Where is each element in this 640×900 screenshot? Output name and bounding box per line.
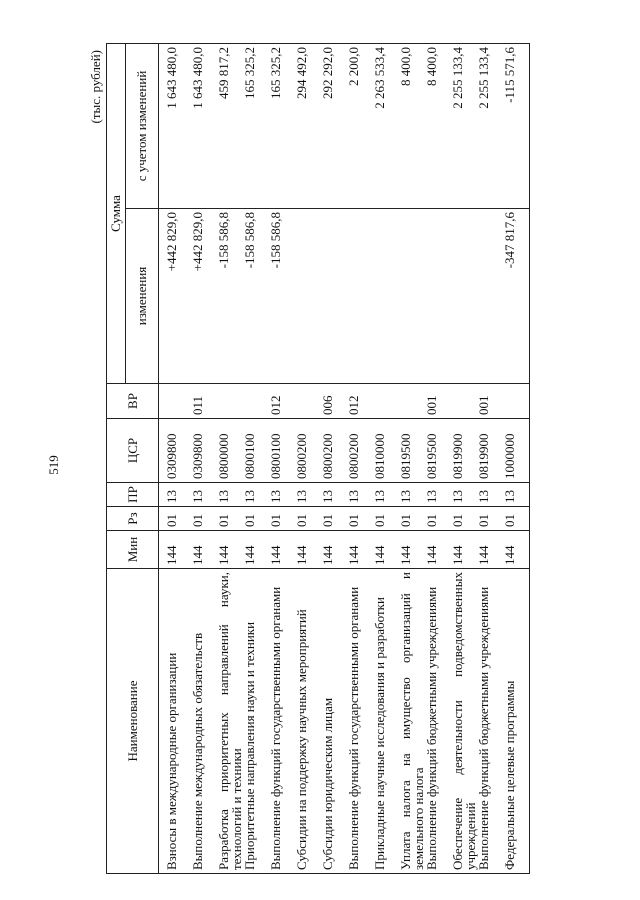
cell-min: 144 — [191, 531, 217, 569]
cell-csr: 0810000 — [373, 419, 399, 483]
cell-name: Уплата налога на имущество организаций и земельного налога — [399, 569, 425, 874]
cell-csr: 0309800 — [191, 419, 217, 483]
cell-min: 144 — [269, 531, 295, 569]
cell-csr: 1000000 — [503, 419, 530, 483]
cell-pr: 13 — [191, 483, 217, 507]
cell-csr: 0819500 — [399, 419, 425, 483]
cell-rz: 01 — [451, 507, 477, 531]
header-with-change: с учетом изменений — [126, 44, 159, 209]
cell-vr — [399, 384, 425, 419]
cell-change — [347, 209, 373, 384]
cell-name: Разработка приоритетных направлений науки, технологий и техники — [217, 569, 243, 874]
cell-total: 459 817,2 — [217, 44, 243, 209]
cell-vr: 006 — [321, 384, 347, 419]
cell-pr: 13 — [295, 483, 321, 507]
cell-rz: 01 — [321, 507, 347, 531]
cell-min: 144 — [477, 531, 503, 569]
cell-name: Выполнение функций государственными органами — [347, 569, 373, 874]
cell-rz: 01 — [425, 507, 451, 531]
cell-vr: 001 — [425, 384, 451, 419]
cell-min: 144 — [425, 531, 451, 569]
cell-pr: 13 — [425, 483, 451, 507]
cell-min: 144 — [503, 531, 530, 569]
cell-name: Выполнение функций бюджетными учреждениями — [477, 569, 503, 874]
cell-change — [477, 209, 503, 384]
cell-csr: 0819900 — [451, 419, 477, 483]
cell-total: 2 255 133,4 — [451, 44, 477, 209]
cell-name: Выполнение функций бюджетными учреждениями — [425, 569, 451, 874]
cell-rz: 01 — [295, 507, 321, 531]
table-row — [399, 44, 425, 874]
cell-total: 2 255 133,4 — [477, 44, 503, 209]
table-row — [477, 44, 503, 874]
header-row-top — [107, 44, 126, 874]
units-label: (тыс. рублей) — [88, 50, 103, 124]
cell-vr — [243, 384, 269, 419]
budget-table — [106, 43, 530, 874]
cell-csr: 0800200 — [321, 419, 347, 483]
cell-csr: 0800100 — [243, 419, 269, 483]
cell-vr: 012 — [269, 384, 295, 419]
header-min: Мин — [107, 531, 159, 569]
cell-pr: 13 — [159, 483, 192, 507]
cell-total: 2 200,0 — [347, 44, 373, 209]
cell-name: Федеральные целевые программы — [503, 569, 530, 874]
cell-change — [399, 209, 425, 384]
cell-csr: 0800100 — [269, 419, 295, 483]
cell-min: 144 — [159, 531, 192, 569]
cell-total: 2 263 533,4 — [373, 44, 399, 209]
header-pr: ПР — [107, 483, 159, 507]
cell-csr: 0819500 — [425, 419, 451, 483]
cell-name: Взносы в международные организации — [159, 569, 192, 874]
table-row — [347, 44, 373, 874]
cell-pr: 13 — [269, 483, 295, 507]
cell-change — [425, 209, 451, 384]
table-row — [321, 44, 347, 874]
cell-rz: 01 — [243, 507, 269, 531]
table-row — [425, 44, 451, 874]
cell-change: -347 817,6 — [503, 209, 530, 384]
cell-vr — [503, 384, 530, 419]
cell-change — [295, 209, 321, 384]
cell-vr — [159, 384, 192, 419]
cell-min: 144 — [243, 531, 269, 569]
cell-vr — [373, 384, 399, 419]
cell-csr: 0309800 — [159, 419, 192, 483]
header-name: Наименование — [107, 569, 159, 874]
cell-min: 144 — [451, 531, 477, 569]
cell-name: Прикладные научные исследования и разработки — [373, 569, 399, 874]
cell-min: 144 — [295, 531, 321, 569]
cell-name: Обеспечение деятельности подведомственных учреждений — [451, 569, 477, 874]
cell-name: Субсидии юридическим лицам — [321, 569, 347, 874]
header-csr: ЦСР — [107, 419, 159, 483]
cell-total: 8 400,0 — [399, 44, 425, 209]
page-number: 519 — [46, 455, 61, 475]
cell-pr: 13 — [399, 483, 425, 507]
cell-pr: 13 — [477, 483, 503, 507]
cell-pr: 13 — [321, 483, 347, 507]
cell-name: Субсидии на поддержку научных мероприятий — [295, 569, 321, 874]
cell-change: -158 586,8 — [269, 209, 295, 384]
cell-pr: 13 — [243, 483, 269, 507]
cell-pr: 13 — [217, 483, 243, 507]
cell-min: 144 — [399, 531, 425, 569]
table-row — [159, 44, 192, 874]
table-row — [503, 44, 530, 874]
table-body — [159, 44, 530, 874]
header-rz: Рз — [107, 507, 159, 531]
rotated-table-block — [90, 44, 560, 874]
cell-total: 165 325,2 — [243, 44, 269, 209]
cell-min: 144 — [373, 531, 399, 569]
table-row — [373, 44, 399, 874]
cell-change — [451, 209, 477, 384]
cell-csr: 0800000 — [217, 419, 243, 483]
cell-vr: 012 — [347, 384, 373, 419]
cell-name: Приоритетные направления науки и техники — [243, 569, 269, 874]
cell-min: 144 — [321, 531, 347, 569]
cell-total: -115 571,6 — [503, 44, 530, 209]
header-vr: ВР — [107, 384, 159, 419]
cell-pr: 13 — [451, 483, 477, 507]
table-row — [217, 44, 243, 874]
cell-rz: 01 — [159, 507, 192, 531]
cell-total: 165 325,2 — [269, 44, 295, 209]
cell-csr: 0800200 — [347, 419, 373, 483]
table-row — [269, 44, 295, 874]
cell-pr: 13 — [503, 483, 530, 507]
table-row — [451, 44, 477, 874]
cell-pr: 13 — [373, 483, 399, 507]
cell-total: 292 292,0 — [321, 44, 347, 209]
cell-change: +442 829,0 — [191, 209, 217, 384]
cell-vr — [451, 384, 477, 419]
cell-csr: 0800200 — [295, 419, 321, 483]
cell-min: 144 — [217, 531, 243, 569]
table-row — [191, 44, 217, 874]
cell-name: Выполнение функций государственными органами — [269, 569, 295, 874]
cell-change — [321, 209, 347, 384]
table-row — [243, 44, 269, 874]
cell-rz: 01 — [191, 507, 217, 531]
cell-vr: 011 — [191, 384, 217, 419]
table-row — [295, 44, 321, 874]
cell-total: 294 492,0 — [295, 44, 321, 209]
cell-rz: 01 — [373, 507, 399, 531]
cell-rz: 01 — [503, 507, 530, 531]
cell-name: Выполнение международных обязательств — [191, 569, 217, 874]
cell-rz: 01 — [347, 507, 373, 531]
cell-change: -158 586,8 — [217, 209, 243, 384]
cell-pr: 13 — [347, 483, 373, 507]
header-sum: Сумма — [107, 44, 126, 384]
cell-change: -158 586,8 — [243, 209, 269, 384]
cell-total: 8 400,0 — [425, 44, 451, 209]
cell-csr: 0819900 — [477, 419, 503, 483]
cell-change — [373, 209, 399, 384]
cell-change: +442 829,0 — [159, 209, 192, 384]
cell-vr: 001 — [477, 384, 503, 419]
cell-total: 1 643 480,0 — [191, 44, 217, 209]
cell-rz: 01 — [217, 507, 243, 531]
header-change: изменения — [126, 209, 159, 384]
cell-min: 144 — [347, 531, 373, 569]
cell-total: 1 643 480,0 — [159, 44, 192, 209]
cell-vr — [217, 384, 243, 419]
cell-vr — [295, 384, 321, 419]
cell-rz: 01 — [269, 507, 295, 531]
cell-rz: 01 — [399, 507, 425, 531]
cell-rz: 01 — [477, 507, 503, 531]
